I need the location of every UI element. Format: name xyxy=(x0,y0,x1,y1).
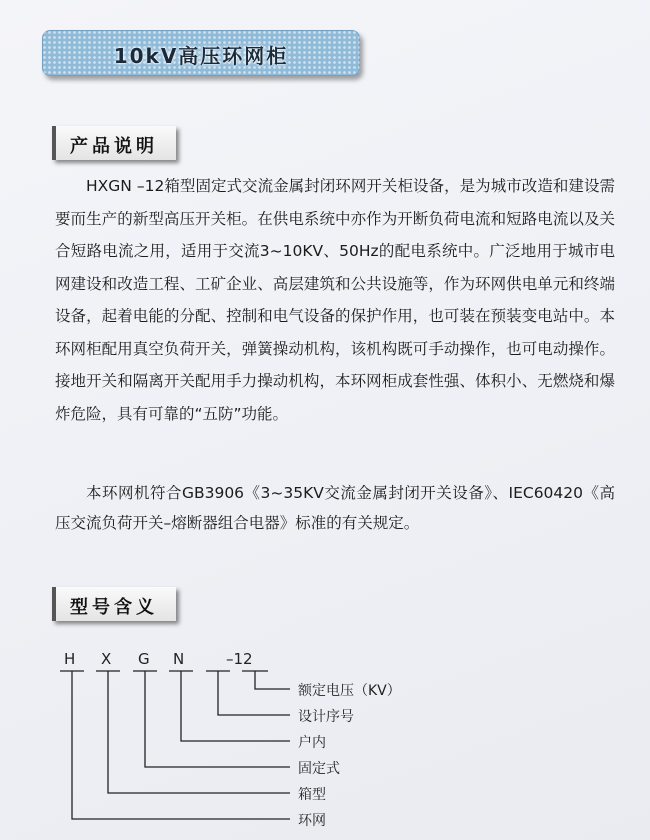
meaning-box-type: 箱型 xyxy=(298,787,326,803)
code-letter-g: G xyxy=(138,650,150,668)
meaning-ring-network: 环网 xyxy=(298,813,326,829)
code-letter-x: X xyxy=(101,650,112,668)
banner-title: 10kV高压环网柜 xyxy=(113,44,289,68)
meaning-fixed: 固定式 xyxy=(298,761,340,777)
section-heading-description-label: 产品说明 xyxy=(70,136,158,157)
description-paragraph-1: HXGN –12箱型固定式交流金属封闭环网开关柜设备，是为城市改造和建设需要而生产的新型高压开关柜。在供电系统中亦作为开断负荷电流和短路电流以及关合短路电流之用，适用于交流3~10KV、50Hz的配电系统中。广泛地用于城市电网建设和改造工程、工矿企业、高层建筑和公共设施等，作为环网供电单元和终端设备，起着电能的分配、控制和电气设备的保护作用，也可装在预装变电站中。本环网柜配用真空负荷开关，弹簧操动机构，该机构既可手动操作，也可电动操作。接地开关和隔离开关配用手力操动机构，本环网柜成套性强、体积小、无燃烧和爆炸危险，具有可靠的“五防”功能。 xyxy=(55,177,615,423)
code-letter-n: N xyxy=(173,650,185,668)
code-letter-h: H xyxy=(64,650,76,668)
meaning-design-number: 设计序号 xyxy=(298,709,354,725)
section-heading-model-label: 型号含义 xyxy=(70,597,158,618)
description-paragraph-2: 本环网机符合GB3906《3~35KV交流金属封闭开关设备》、IEC60420《高压交流负荷开关–熔断器组合电器》标准的有关规定。 xyxy=(55,484,615,532)
code-letter-voltage: –12 xyxy=(226,650,253,668)
meaning-indoor: 户内 xyxy=(298,735,326,751)
meaning-rated-voltage: 额定电压（KV） xyxy=(298,683,401,699)
